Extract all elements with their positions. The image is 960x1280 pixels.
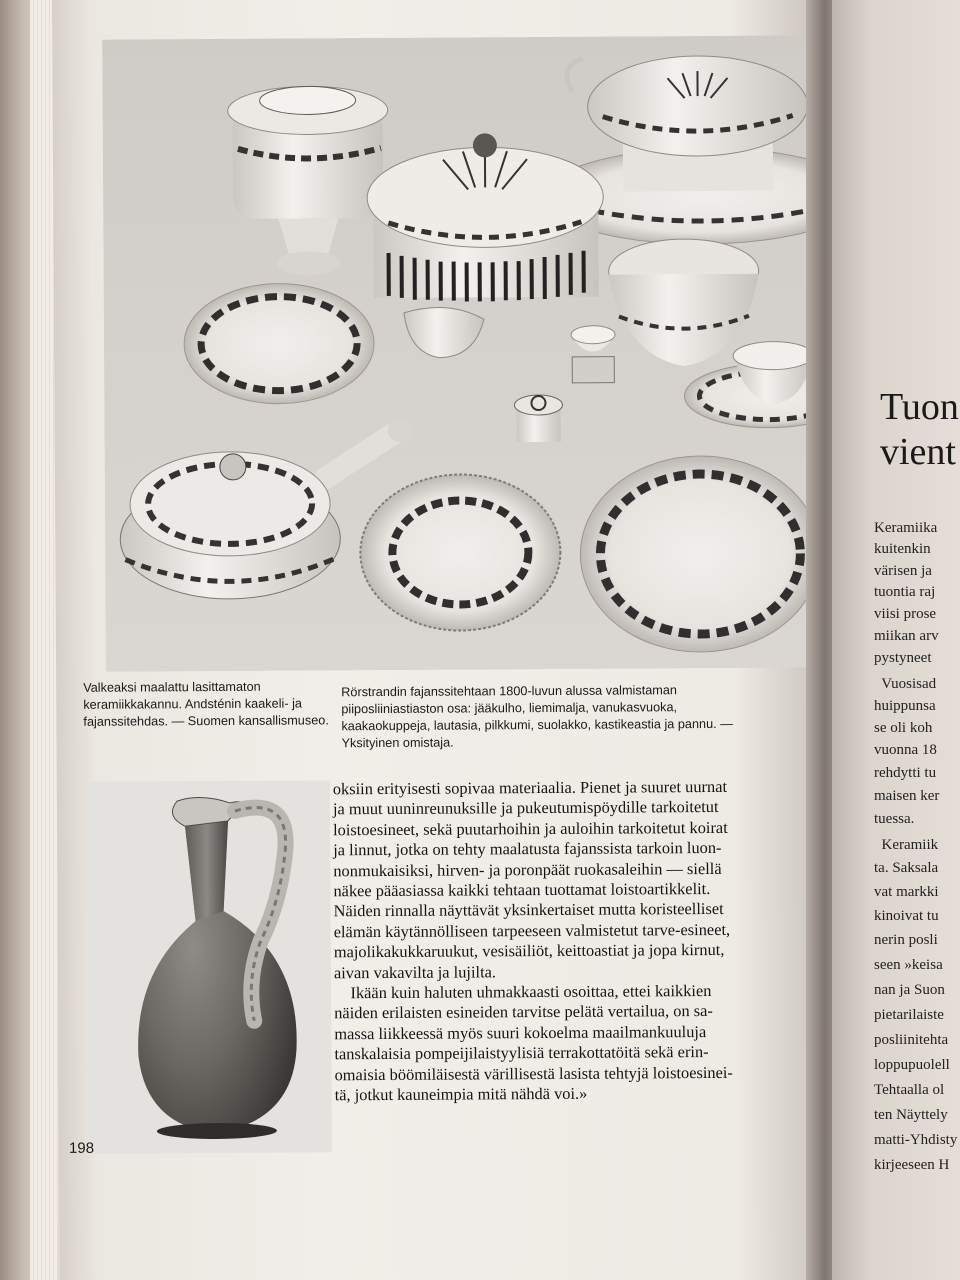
right-page bbox=[832, 0, 960, 1280]
right-page-line: matti-Yhdisty bbox=[874, 1132, 958, 1148]
body-text bbox=[333, 776, 813, 1105]
right-page-line: Keramiika bbox=[874, 520, 938, 536]
body-line: näiden erilaisten esineiden tarvitse pelätä vertailua, on sa- bbox=[334, 1001, 713, 1023]
body-line: oksiin erityisesti sopivaa materiaalia. Pienet ja suuret uurnat bbox=[332, 776, 728, 799]
body-line: massa liikkeessä myös suuri kokoelma maailmankuuluja bbox=[334, 1021, 707, 1044]
right-page-line: nerin posli bbox=[874, 932, 938, 948]
right-page-line: värisen ja bbox=[874, 563, 932, 579]
right-page-line: maisen ker bbox=[874, 788, 940, 804]
right-page-line: pystyneet bbox=[874, 650, 932, 666]
right-page-title: Tuon bbox=[880, 386, 959, 428]
right-page-line: miikan arv bbox=[874, 628, 939, 644]
body-line: elämän käytännölliseen tarpeeseen valmistetut tarve-esineet, bbox=[333, 919, 731, 942]
body-line: ja linnut, jotka on tehty maalatusta fajanssista tarkoin luon- bbox=[333, 838, 722, 860]
body-line: omaisia böömiläisestä värillisestä lasista tehtyjä loistoesinei- bbox=[334, 1062, 733, 1084]
jug-image bbox=[85, 780, 332, 1153]
right-page-line: vat markki bbox=[874, 884, 939, 900]
right-caption: Rörstrandin fajanssitehtaan 1800-luvun alussa valmistaman piiposliiniastiaston osa: jääkulho, liemimalja, vanukasvuoka, kaakaokuppeja, lautasia, pilkkumi, suolakko, kastikeastia ja pannu. — Yksityinen omistaja. bbox=[341, 683, 733, 751]
salt-cellar bbox=[514, 395, 562, 442]
pierced-plate bbox=[360, 474, 561, 631]
right-page-line: Vuosisad bbox=[874, 676, 937, 692]
body-line: Näiden rinnalla näyttävät yksinkertaiset mutta koristeelliset bbox=[333, 899, 724, 921]
body-line: nonmukaisiksi, hirven- ja poronpäät ruokasaleihin — siellä bbox=[333, 858, 722, 880]
body-line: loistoesineet, sekä puutarhoihin ja auloihin tarkoitetut koirat bbox=[333, 817, 728, 840]
plate-left bbox=[184, 283, 375, 404]
right-page-line: tuessa. bbox=[874, 811, 915, 827]
body-line: tä, jotkut kauneimpia mitä nähdä voi.» bbox=[334, 1083, 588, 1105]
right-page-line: tuontia raj bbox=[874, 584, 936, 600]
jug-photo bbox=[85, 780, 332, 1153]
right-page-line: seen »keisa bbox=[874, 957, 943, 973]
body-line: tanskalaisia pompeijilaistyylisiä terrakottatöitä sekä erin- bbox=[334, 1042, 709, 1064]
right-page-line: kinoivat tu bbox=[874, 908, 939, 924]
porcelain-set-photo bbox=[102, 35, 839, 671]
left-page bbox=[52, 0, 830, 1280]
right-page-line: Keramiik bbox=[874, 837, 939, 853]
porcelain-set-image bbox=[102, 35, 839, 671]
right-page-line: pietarilaiste bbox=[874, 1007, 944, 1023]
body-line: näkee pääasiassa kaikki tehtaan tuottamat loistoartikkelit. bbox=[333, 879, 711, 901]
right-page-title: vient bbox=[880, 431, 956, 473]
body-line: majolikakukkaruukut, vesisäiliöt, keittoastiat ja jopa kirnut, bbox=[333, 940, 725, 962]
right-page-line: posliinitehta bbox=[874, 1032, 949, 1048]
right-page-line: Tehtaalla ol bbox=[874, 1082, 945, 1098]
right-page-line: rehdytti tu bbox=[874, 765, 937, 781]
left-caption: Valkeaksi maalattu lasittamaton keramiikkakannu. Andsténin kaakeli- ja fajanssitehdas. — Suomen kansallismuseo. bbox=[83, 679, 329, 729]
right-page-line: kirjeeseen H bbox=[874, 1157, 950, 1173]
right-page-line: huippunsa bbox=[874, 698, 936, 714]
right-page-line: vuonna 18 bbox=[874, 742, 937, 758]
right-page-line: ten Näyttely bbox=[874, 1107, 948, 1123]
right-page-line: loppupuolell bbox=[874, 1057, 950, 1073]
right-page-line: viisi prose bbox=[874, 606, 937, 622]
right-page-line: nan ja Suon bbox=[874, 982, 945, 998]
page-number: 198 bbox=[68, 1139, 95, 1157]
body-line: Ikään kuin haluten uhmakkaasti osoittaa, ettei kaikkien bbox=[334, 981, 712, 1003]
right-page-line: kuitenkin bbox=[874, 541, 931, 557]
right-page-line: ta. Saksala bbox=[874, 860, 939, 876]
body-line: ja muut uuninreunuksille ja pukeutumispöydille tarkoitetut bbox=[332, 797, 719, 819]
body-line: aivan vakavilta ja lujilta. bbox=[333, 961, 497, 982]
right-page-line: se oli koh bbox=[874, 720, 933, 736]
plate-large bbox=[580, 455, 821, 652]
